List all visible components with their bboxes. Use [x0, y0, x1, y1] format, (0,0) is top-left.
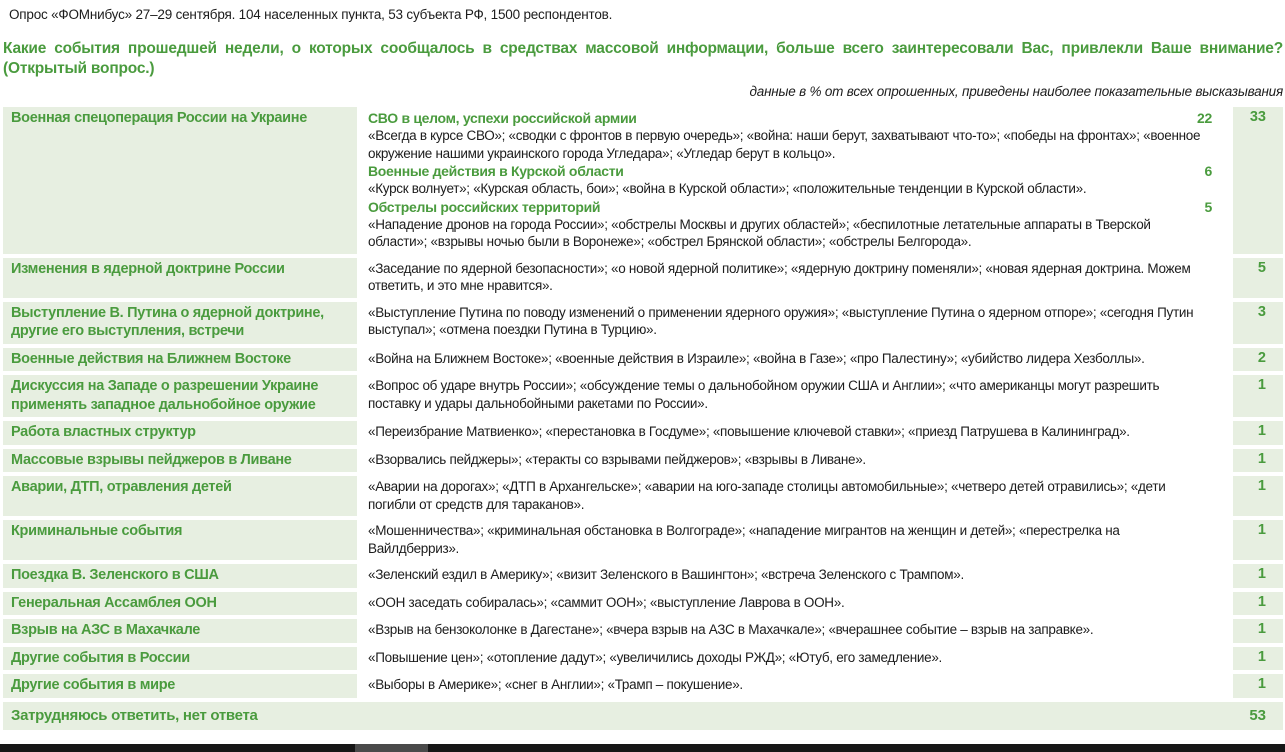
quotes-text: «Зеленский ездил в Америку»; «визит Зеленского в Вашингтон»; «встреча Зеленского с Трампом». [368, 567, 964, 582]
no-answer-row [3, 702, 1283, 730]
quotes-text: «Заседание по ядерной безопасности»; «о новой ядерной политике»; «ядерную доктрину поменяли»; «новая ядерная доктрина. Можем ответить, и это мне нравится». [368, 260, 1191, 293]
quotes-cell [362, 592, 1228, 616]
category-label: Выступление В. Путина о ядерной доктрине, другие его выступления, встречи [3, 302, 357, 344]
scrollbar-thumb[interactable] [355, 744, 428, 752]
no-answer-label: Затрудняюсь ответить, нет ответа [11, 706, 258, 724]
quotes-text: «Всегда в курсе СВО»; «сводки с фронтов в первую очередь»; «война: наши берут, захватывают что-то»; «победы на фронтах»; «военное окружение нашими украинского города Угледара»; «Угледар берут в кольцо». [368, 128, 1201, 161]
subcategory-row [368, 109, 1212, 127]
quotes-text: «Выборы в Америке»; «снег в Англии»; «Трамп – покушение». [368, 677, 743, 692]
table-row [3, 258, 1283, 298]
total-value: 1 [1233, 520, 1283, 560]
table-row [3, 449, 1283, 473]
table-row [3, 520, 1283, 560]
subcategory-label: СВО в целом, успехи российской армии [368, 110, 637, 126]
quotes-text: «Нападение дронов на города России»; «обстрелы Москвы и других областей»; «беспилотные летательные аппараты в Тверской области»; «взрывы ночью были в Воронеже»; «обстрел Брянской области»; «обстрелы Белгорода». [368, 216, 1151, 249]
quotes-cell [362, 302, 1228, 344]
subcategory-row [368, 198, 1212, 216]
quotes-text: «Переизбрание Матвиенко»; «перестановка в Госдуме»; «повышение ключевой ставки»; «приезд Патрушева в Калининград». [368, 424, 1130, 439]
category-label: Поездка В. Зеленского в США [3, 564, 357, 588]
quotes-cell [362, 564, 1228, 588]
category-label: Работа властных структур [3, 421, 357, 445]
category-label: Другие события в мире [3, 674, 357, 698]
total-value: 1 [1233, 674, 1283, 698]
table-row [3, 302, 1283, 344]
quotes-text: «Выступление Путина по поводу изменений о применении ядерного оружия»; «выступление Путина о ядерном отпоре»; «сегодня Путин выступал»; «отмена поездки Путина в Турцию». [368, 304, 1194, 337]
subcategory-value: 22 [1197, 110, 1212, 126]
total-value: 2 [1233, 348, 1283, 372]
subcategory-value: 5 [1204, 198, 1212, 215]
subcategory-label: Обстрелы российских территорий [368, 198, 601, 215]
quotes-cell [362, 520, 1228, 560]
quotes-text: «Вопрос об ударе внутрь России»; «обсуждение темы о дальнобойном оружии США и Англии»; «что американцы могут разрешить поставку и удары дальнобойными ракетами по России». [368, 378, 1160, 411]
quotes-cell [362, 674, 1228, 698]
category-label: Военная спецоперация России на Украине [3, 107, 357, 254]
quotes-text: «Мошенничества»; «криминальная обстановка в Волгограде»; «нападение мигрантов на женщин и детей»; «перестрелка на Вайлдберриз». [368, 523, 1120, 556]
table-row [3, 674, 1283, 698]
results-table [3, 107, 1283, 698]
category-label: Дискуссия на Западе о разрешении Украине применять западное дальнобойное оружие [3, 375, 357, 417]
table-row [3, 476, 1283, 516]
total-value: 1 [1233, 476, 1283, 516]
quotes-cell [362, 258, 1228, 298]
quotes-text: «Взрыв на бензоколонке в Дагестане»; «вчера взрыв на АЗС в Махачкале»; «вчерашнее событие – взрыв на заправке». [368, 622, 1094, 637]
subcategory-value: 6 [1204, 163, 1212, 179]
table-row [3, 375, 1283, 417]
total-value: 1 [1233, 375, 1283, 417]
table-row [3, 348, 1283, 372]
category-label: Военные действия на Ближнем Востоке [3, 348, 357, 372]
table-row [3, 592, 1283, 616]
category-label: Другие события в России [3, 647, 357, 671]
horizontal-scrollbar[interactable] [0, 744, 1285, 752]
table-row [3, 107, 1283, 254]
total-value: 1 [1233, 647, 1283, 671]
total-value: 1 [1233, 449, 1283, 473]
total-value: 1 [1233, 421, 1283, 445]
quotes-text: «Взорвались пейджеры»; «теракты со взрывами пейджеров»; «взрывы в Ливане». [368, 451, 866, 467]
survey-question: Какие события прошедшей недели, о которых сообщалось в средствах массовой информации, больше всего заинтересовали Вас, привлекли Ваше внимание? (Открытый вопрос.) [3, 40, 1283, 77]
quotes-text: «Война на Ближнем Востоке»; «военные действия в Израиле»; «война в Газе»; «про Палестину»; «убийство лидера Хезболлы». [368, 350, 1145, 366]
subcategory-label: Военные действия в Курской области [368, 163, 624, 179]
quotes-cell [362, 375, 1228, 417]
total-value: 1 [1233, 592, 1283, 616]
total-value: 1 [1233, 619, 1283, 643]
total-value: 1 [1233, 564, 1283, 588]
quotes-cell [362, 107, 1228, 254]
subcategory-row [368, 162, 1212, 180]
quotes-cell [362, 619, 1228, 643]
quotes-cell [362, 647, 1228, 671]
category-label: Взрыв на АЗС в Махачкале [3, 619, 357, 643]
quotes-cell [362, 476, 1228, 516]
total-value: 5 [1233, 258, 1283, 298]
total-value: 3 [1233, 302, 1283, 344]
data-note: данные в % от всех опрошенных, приведены наиболее показательные высказывания [749, 84, 1283, 99]
table-row [3, 647, 1283, 671]
quotes-text: «Курск волнует»; «Курская область, бои»; «война в Курской области»; «положительные тенденции в Курской области». [368, 181, 1087, 196]
quotes-text: «Аварии на дорогах»; «ДТП в Архангельске»; «аварии на юго-западе столицы автомобильные»; «четверо детей отравились»; «дети погибли от средств для тараканов». [368, 479, 1166, 512]
category-label: Криминальные события [3, 520, 357, 560]
total-value: 33 [1233, 107, 1283, 254]
category-label: Генеральная Ассамблея ООН [3, 592, 357, 616]
quotes-cell [362, 348, 1228, 372]
table-row [3, 421, 1283, 445]
quotes-cell [362, 421, 1228, 445]
category-label: Аварии, ДТП, отравления детей [3, 476, 357, 516]
table-row [3, 564, 1283, 588]
no-answer-value: 53 [1249, 706, 1266, 724]
category-label: Массовые взрывы пейджеров в Ливане [3, 449, 357, 473]
quotes-text: «Повышение цен»; «отопление дадут»; «увеличились доходы РЖД»; «Ютуб, его замедление». [368, 649, 943, 665]
table-row [3, 619, 1283, 643]
category-label: Изменения в ядерной доктрине России [3, 258, 357, 298]
quotes-text: «ООН заседать собиралась»; «саммит ООН»; «выступление Лаврова в ООН». [368, 594, 845, 610]
quotes-cell [362, 449, 1228, 473]
survey-source-line: Опрос «ФОМнибус» 27–29 сентября. 104 населенных пункта, 53 субъекта РФ, 1500 респондентов. [9, 7, 613, 22]
